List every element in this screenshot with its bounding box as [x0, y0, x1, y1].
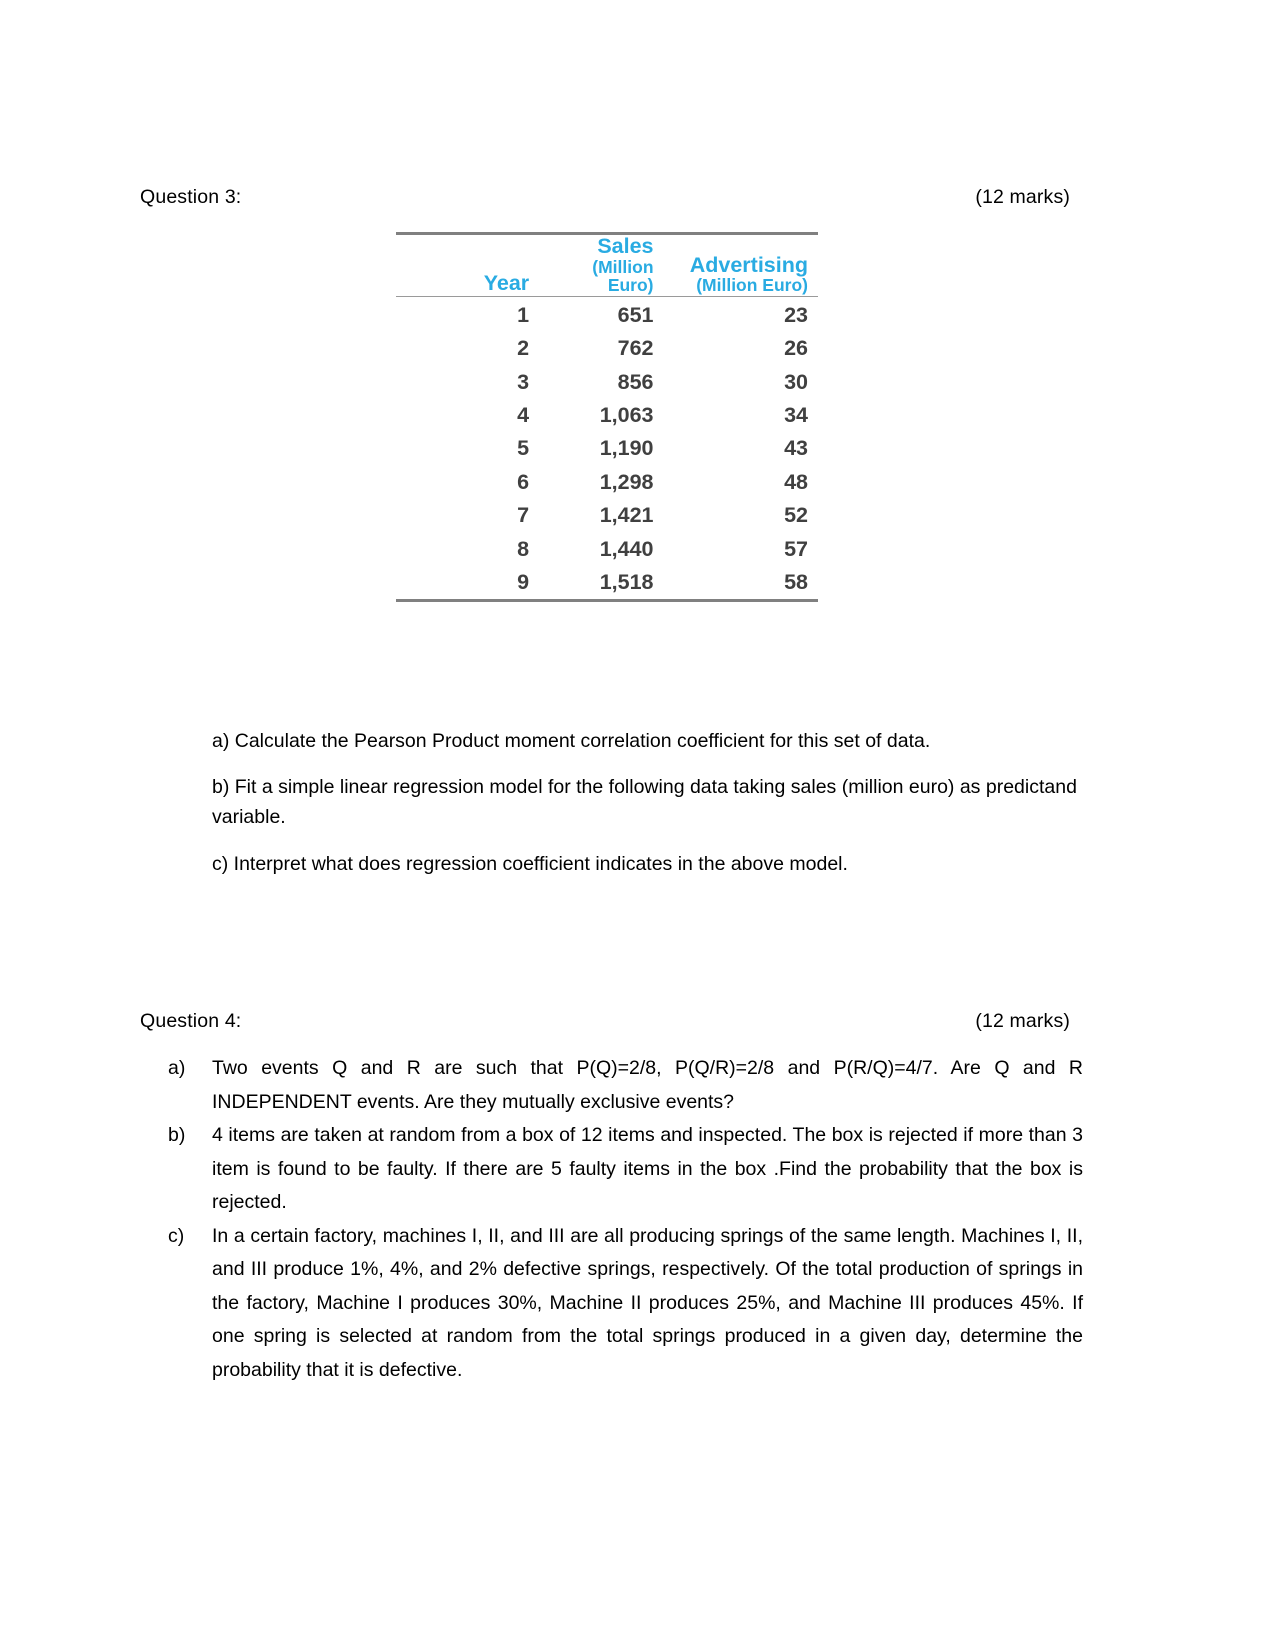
question-3-part-a: a) Calculate the Pearson Product moment correlation coefficient for this set of data. — [212, 730, 931, 752]
column-header-sales-unit-line2: Euro) — [607, 275, 654, 296]
column-header-sales-label: Sales — [597, 234, 654, 258]
table-row — [396, 466, 818, 499]
table-body — [396, 296, 818, 600]
column-header-advertising-unit: (Million Euro) — [696, 275, 808, 296]
question-4-title: Question 4: — [140, 1010, 242, 1032]
cell-sales: 856 — [617, 369, 654, 394]
column-header-sales-unit-line1: (Million — [592, 256, 654, 277]
question-4-part-a-marker: a) — [168, 1057, 186, 1079]
cell-advertising: 48 — [784, 469, 808, 494]
cell-advertising: 30 — [784, 369, 808, 394]
sales-advertising-table — [396, 232, 818, 602]
question-4-part-b — [168, 1119, 1083, 1220]
table-row — [396, 499, 818, 532]
cell-sales: 1,063 — [599, 403, 654, 427]
cell-advertising: 52 — [784, 503, 808, 528]
table-row — [396, 296, 818, 332]
question-3-title: Question 3: — [140, 186, 242, 208]
cell-sales: 651 — [533, 296, 657, 332]
question-3-parts — [212, 726, 1087, 879]
cell-sales: 1,190 — [599, 436, 654, 461]
question-4-header — [140, 1010, 1070, 1033]
question-3-marks: (12 marks) — [975, 186, 1070, 208]
table-row — [396, 432, 818, 465]
cell-year: 9 — [396, 566, 533, 601]
column-header-advertising-label: Advertising — [689, 252, 808, 277]
cell-year: 6 — [517, 469, 530, 494]
cell-year: 7 — [517, 503, 530, 528]
table-row — [396, 365, 818, 398]
question-3-header — [140, 186, 1070, 209]
cell-year: 3 — [517, 369, 530, 394]
cell-year: 1 — [396, 296, 533, 332]
cell-sales: 762 — [617, 336, 654, 361]
question-3-part-c: c) Interpret what does regression coefficient indicates in the above model. — [212, 852, 848, 875]
column-header-advertising — [658, 234, 818, 297]
table-row — [396, 532, 818, 565]
cell-year: 5 — [517, 436, 530, 461]
question-4-parts — [168, 1052, 1083, 1387]
cell-sales: 1,298 — [599, 469, 654, 494]
table-row — [396, 332, 818, 365]
question-4-part-c-marker: c) — [168, 1224, 185, 1247]
table-header-row — [396, 234, 818, 297]
question-4-part-c-text: In a certain factory, machines I, II, and III are all producing springs of the same length. Machines I, II, and III produce 1%, 4%, and 2% defective springs, respectively. Of the total production of springs in the factory, Machine I produces 30%, Machine II produces 25%, and Machine III produces 45%. If one spring is selected at random from the total springs produced in a given day, determine the probability that it is defective. — [212, 1224, 1083, 1381]
cell-advertising: 26 — [784, 336, 808, 361]
cell-sales: 1,421 — [599, 503, 654, 528]
cell-advertising: 58 — [658, 566, 818, 601]
question-4-part-a — [168, 1052, 1083, 1119]
cell-sales: 1,440 — [599, 536, 654, 561]
question-4-part-b-marker: b) — [168, 1124, 186, 1147]
cell-advertising: 23 — [658, 296, 818, 332]
question-4-part-c — [168, 1220, 1083, 1388]
cell-year: 2 — [517, 336, 530, 361]
cell-advertising: 57 — [784, 536, 808, 561]
question-4-part-b-text: 4 items are taken at random from a box of 12 items and inspected. The box is rejected if more than 3 item is found to be faulty. If there are 5 faulty items in the box .Find the probability that the box is rejected. — [212, 1124, 1083, 1214]
table-head — [396, 234, 818, 297]
cell-year: 8 — [517, 536, 530, 561]
column-header-sales — [533, 234, 657, 297]
column-header-year — [396, 234, 533, 297]
table-row — [396, 399, 818, 432]
question-4-marks: (12 marks) — [975, 1010, 1070, 1032]
sales-advertising-table-wrapper — [396, 232, 818, 602]
question-3-part-b: b) Fit a simple linear regression model for the following data taking sales (million euro) as predictand variable. — [212, 776, 1077, 829]
table-row — [396, 566, 818, 601]
cell-year: 4 — [517, 403, 530, 427]
question-4-part-a-text: Two events Q and R are such that P(Q)=2/8, P(Q/R)=2/8 and P(R/Q)=4/7. Are Q and R INDEPENDENT events. Are they mutually exclusive events? — [212, 1057, 1083, 1113]
column-header-year-label: Year — [483, 271, 530, 296]
cell-sales: 1,518 — [533, 566, 657, 601]
cell-advertising: 34 — [784, 403, 808, 427]
cell-advertising: 43 — [784, 436, 808, 461]
